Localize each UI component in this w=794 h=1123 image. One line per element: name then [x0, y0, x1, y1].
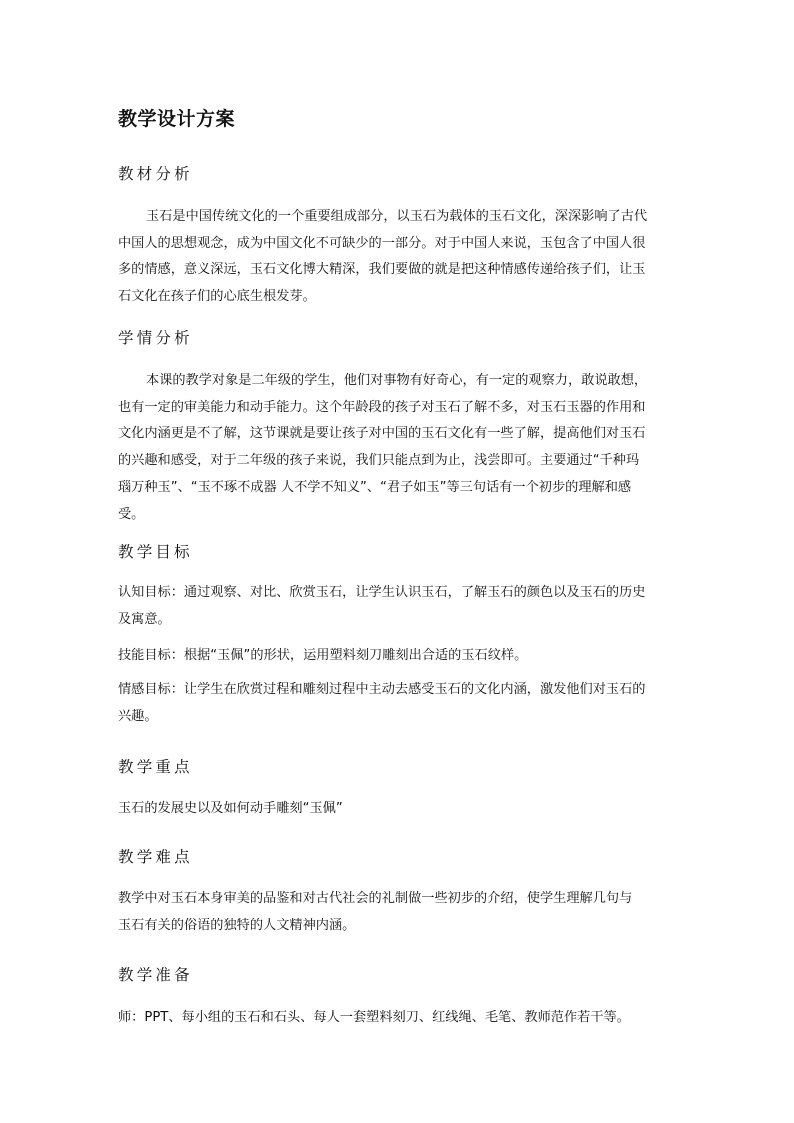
text-line: 师：PPT、每小组的玉石和石头、每人一套塑料刻刀、红线绳、毛笔、教师范作若干等。 [118, 1010, 630, 1025]
text-line: 玉石是中国传统文化的一个重要组成部分，以玉石为载体的玉石文化，深深影响了古代 [146, 209, 648, 224]
text-line: 认知目标：通过观察、对比、欣赏玉石，让学生认识玉石，了解玉石的颜色以及玉石的历史 [118, 585, 646, 600]
text-line: 教学中对玉石本身审美的品鉴和对古代社会的礼制做一些初步的介绍，使学生理解几句与 [118, 891, 633, 906]
paragraph-difficulties [118, 886, 678, 939]
paragraph-preparation [118, 1005, 678, 1032]
paragraph-students [118, 368, 678, 528]
paragraph-key-points [118, 796, 678, 823]
text-line: 玉石的发展史以及如何动手雕刻“玉佩” [118, 801, 343, 816]
text-line: 及寓意。 [118, 611, 171, 627]
text-line: 情感目标：让学生在欣赏过程和雕刻过程中主动去感受玉石的文化内涵，激发他们对玉石的 [118, 682, 646, 697]
text-line: 文化内涵更是不了解，这节课就是要让孩子对中国的玉石文化有一些了解，提高他们对玉石 [118, 426, 646, 442]
text-line: 中国人的思想观念，成为中国文化不可缺少的一部分。对于中国人来说，玉包含了中国人很 [118, 235, 646, 251]
section-heading-materials: 教材分析 [118, 165, 193, 183]
text-line: 多的情感，意义深远，玉石文化博大精深，我们要做的就是把这种情感传递给孩子们，让玉 [118, 262, 646, 278]
paragraph-goal-emotion [118, 677, 678, 730]
text-line: 技能目标：根据“玉佩”的形状，运用塑料刻刀雕刻出合适的玉石纹样。 [118, 648, 528, 663]
text-line: 也有一定的审美能力和动手能力。这个年龄段的孩子对玉石了解不多，对玉石玉器的作用和 [118, 399, 646, 415]
section-heading-key-points: 教学重点 [118, 758, 193, 776]
section-heading-preparation: 教学准备 [118, 966, 193, 984]
text-line: 本课的教学对象是二年级的学生，他们对事物有好奇心，有一定的观察力，敢说敢想， [146, 373, 648, 388]
document-title: 教学设计方案 [118, 108, 236, 130]
text-line: 瑙万种玉”、“玉不琢不成器 人不学不知义”、“君子如玉”等三句话有一个初步的理解和感 [118, 479, 632, 495]
text-line: 兴趣。 [118, 708, 158, 724]
section-heading-difficulties: 教学难点 [118, 848, 193, 866]
paragraph-materials [118, 204, 678, 311]
section-heading-students: 学情分析 [118, 329, 193, 347]
paragraph-goal-cognitive [118, 580, 678, 633]
section-heading-goals: 教学目标 [118, 543, 193, 561]
text-line: 石文化在孩子们的心底生根发芽。 [118, 289, 316, 305]
paragraph-goal-skill [118, 643, 678, 670]
text-line: 的兴趣和感受，对于二年级的孩子来说，我们只能点到为止，浅尝即可。主要通过“千种玛 [118, 453, 640, 469]
text-line: 受。 [118, 506, 145, 522]
text-line: 玉石有关的俗语的独特的人文精神内涵。 [118, 917, 356, 933]
